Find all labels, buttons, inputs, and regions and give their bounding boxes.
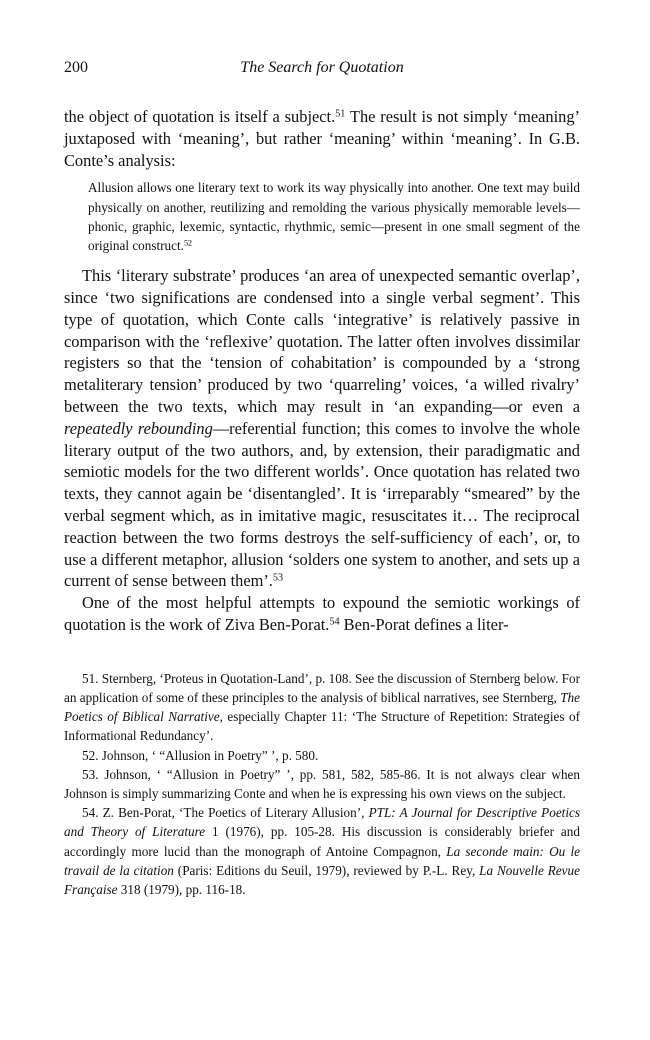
running-title: The Search for Quotation xyxy=(240,59,404,76)
block-quote-text: Allusion allows one literary text to work its way physically into another. One text may build physically on another, reutilizing and remolding the various physically memorable levels—phonic, graphic, lexemic, syntactic, rhythmic, semic—present in one small segment of the original construct. xyxy=(88,180,580,253)
paragraph-1-text-a: the object of quotation is itself a subject. xyxy=(64,107,336,126)
note-ref-52: 52 xyxy=(183,238,193,248)
footnote-54-text-c: (Paris: Editions du Seuil, 1979), reviewed by P.-L. Rey, xyxy=(173,862,480,878)
note-ref-51: 51 xyxy=(335,108,346,120)
footnote-54-monograph-title: La seconde main: Ou le travail de la citation xyxy=(64,843,580,878)
footnote-51 xyxy=(64,669,580,746)
footnote-54-review-journal: La Nouvelle Revue Française xyxy=(64,862,580,897)
footnote-51-text-a: 51. Sternberg, ‘Proteus in Quotation-Land’, p. 108. See the discussion of Sternberg below. For an application of some of these principles to the analysis of biblical narratives, see Sternberg, xyxy=(64,670,580,705)
paragraph-1-text-b: The result is not simply ‘meaning’ juxtaposed with ‘meaning’, but rather ‘meaning’ within ‘meaning’. In G.B. Conte’s analysis: xyxy=(64,107,581,170)
footnotes xyxy=(64,669,580,899)
running-head xyxy=(64,56,580,80)
paragraph-3-text-a: One of the most helpful attempts to expound the semiotic workings of quotation is the work of Ziva Ben-Porat. xyxy=(64,593,580,634)
footnote-54-text-b: 1 (1976), pp. 105-28. His discussion is considerably briefer and accordingly more lucid than the monograph of Antoine Compagnon, xyxy=(64,824,580,859)
note-ref-53: 53 xyxy=(272,572,284,584)
page-number: 200 xyxy=(64,59,88,76)
paragraph-1 xyxy=(64,106,580,171)
note-ref-54: 54 xyxy=(329,616,340,628)
footnote-54-text-d: 318 (1979), pp. 116-18. xyxy=(117,881,246,897)
footnote-51-title: The Poetics of Biblical Narrative xyxy=(64,689,580,725)
paragraph-2-text-b: —referential function; this comes to involve the whole literary output of the two authors, and, by extension, their paradigmatic and semiotic models for the two different worlds’. Once quotation has related two texts, they cannot again be ‘disentangled’. It is ‘irreparably “smeared” by the verbal segment which, as in imitative magic, resuscitates it… The reciprocal reaction between the two forms destroys the self-sufficiency of each’, or, to use a different metaphor, allusion ‘solders one system to another, and sets up a current of sense between them’. xyxy=(64,418,580,591)
footnote-54-text-a: 54. Z. Ben-Porat, ‘The Poetics of Literary Allusion’, xyxy=(82,805,369,821)
paragraph-2-text-a: This ‘literary substrate’ produces ‘an area of unexpected semantic overlap’, since ‘two significations are condensed into a single verbal segment’. This type of quotation, which Conte calls ‘integrative’ is relatively passive in comparison with the ‘reflexive’ quotation. The latter often involves dissimilar registers so that the ‘tension of cohabitation’ is compounded by a ‘strong metaliterary tension’ produced by two ‘quarreling’ voices, ‘a willed rivalry’ between the two texts, which may result in ‘an expanding—or even a xyxy=(64,266,580,416)
body-text xyxy=(64,106,580,636)
paragraph-3-text-b: Ben-Porat defines a liter- xyxy=(339,614,509,634)
paragraph-2-emphasis: repeatedly rebounding xyxy=(64,418,213,438)
book-page xyxy=(64,56,580,899)
footnote-51-text-b: , especially Chapter 11: ‘The Structure of Repetition: Strategies of Informational Redundancy’. xyxy=(64,709,580,744)
paragraph-3 xyxy=(64,592,580,636)
footnote-53: 53. Johnson, ‘ “Allusion in Poetry” ’, pp. 581, 582, 585-86. It is not always clear when Johnson is simply summarizing Conte and when he is expressing his own views on the subject. xyxy=(64,766,580,801)
footnote-52: 52. Johnson, ‘ “Allusion in Poetry” ’, p. 580. xyxy=(82,747,319,763)
footnote-54 xyxy=(64,803,580,899)
block-quote xyxy=(88,178,580,255)
footnote-54-journal-title: PTL: A Journal for Descriptive Poetics and Theory of Literature xyxy=(64,805,580,840)
paragraph-2 xyxy=(64,265,580,592)
